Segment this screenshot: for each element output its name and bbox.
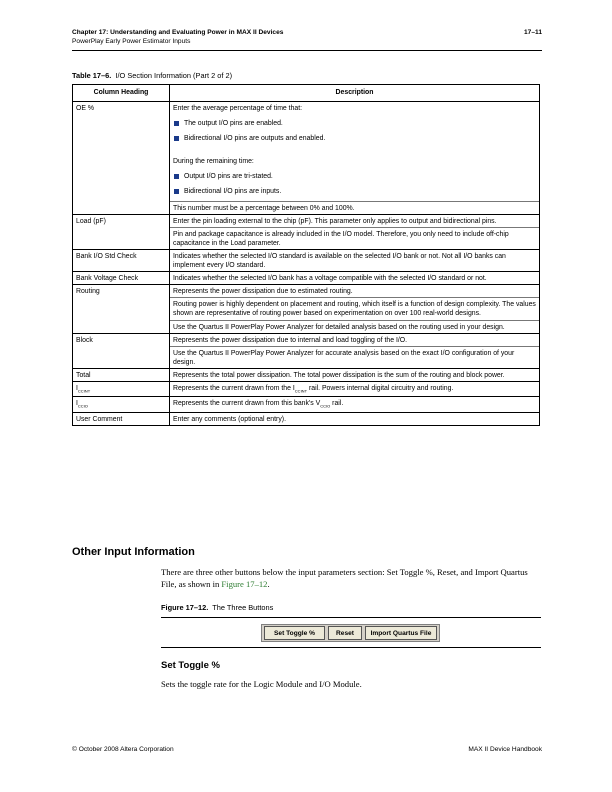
set-toggle-button[interactable]: Set Toggle %	[264, 626, 325, 640]
oe-bullet-3: Output I/O pins are tri-stated.	[173, 172, 536, 181]
table-caption-label: Table 17–6.	[72, 71, 112, 80]
other-input-paragraph	[161, 566, 543, 590]
section-title: PowerPlay Early Power Estimator Inputs	[72, 38, 191, 45]
row-heading: Block	[73, 333, 170, 368]
table-header-row	[73, 85, 540, 102]
bank-voltage-text: Indicates whether the selected I/O bank has a voltage compatible with the selected I/O standard or not.	[173, 275, 487, 283]
spacer	[173, 143, 536, 152]
oe-text-3: This number must be a percentage between 0% and 100%.	[170, 201, 539, 214]
chapter-title: Chapter 17: Understanding and Evaluating Power in MAX II Devices	[72, 29, 284, 36]
load-text-1: Enter the pin loading external to the chip (pF). This parameter only applies to output and bidirectional pins.	[173, 217, 497, 225]
set-toggle-paragraph: Sets the toggle rate for the Logic Module and I/O Module.	[161, 679, 362, 689]
table-row-oe	[73, 102, 540, 215]
oe-bullet-2: Bidirectional I/O pins are outputs and enabled.	[173, 134, 536, 143]
row-heading: Routing	[73, 285, 170, 333]
footer-handbook: MAX II Device Handbook	[468, 746, 542, 753]
iccio-text-b: rail.	[330, 400, 344, 408]
row-description	[170, 397, 540, 412]
table-row-load	[73, 214, 540, 249]
iccio-text-sub: CCIO	[320, 403, 331, 409]
user-comment-text: Enter any comments (optional entry).	[173, 415, 286, 423]
iccio-heading: I	[76, 400, 78, 408]
row-heading: OE %	[73, 102, 170, 215]
row-description	[170, 249, 540, 271]
three-buttons-bar	[261, 624, 440, 642]
block-text-2: Use the Quartus II PowerPlay Power Analyzer for accurate analysis based on the exact I/O configuration of your design.	[170, 346, 539, 368]
iccio-heading-sub: CCIO	[77, 403, 88, 409]
import-quartus-file-button[interactable]: Import Quartus File	[365, 626, 437, 640]
table-caption-text: I/O Section Information (Part 2 of 2)	[115, 71, 233, 80]
row-description	[170, 285, 540, 333]
table-row-user-comment	[73, 412, 540, 425]
row-description	[170, 333, 540, 368]
total-text: Represents the total power dissipation. The total power dissipation is the sum of the routing and block power.	[173, 371, 505, 379]
column-heading-header: Column Heading	[73, 85, 170, 102]
iccint-text-b: rail. Powers internal digital circuitry and routing.	[307, 384, 454, 392]
row-description	[170, 368, 540, 381]
row-description	[170, 381, 540, 396]
routing-text-1: Represents the power dissipation due to estimated routing.	[173, 288, 353, 296]
table-row-routing	[73, 285, 540, 333]
header-rule	[72, 50, 542, 51]
row-heading: User Comment	[73, 412, 170, 425]
row-description	[170, 102, 540, 215]
iccint-text-a: Represents the current drawn from the I	[173, 384, 295, 392]
load-text-2: Pin and package capacitance is already included in the I/O model. Therefore, you only need to include off-chip capacitance in the Load parameter.	[170, 227, 539, 249]
table-caption	[72, 71, 232, 80]
io-section-table	[72, 84, 540, 426]
reset-button[interactable]: Reset	[328, 626, 362, 640]
row-heading: Load (pF)	[73, 214, 170, 249]
iccint-heading: I	[76, 384, 78, 392]
table-row-iccio	[73, 397, 540, 412]
table-row-block	[73, 333, 540, 368]
row-description	[170, 214, 540, 249]
section-heading: Other Input Information	[72, 546, 195, 558]
oe-bullet-1: The output I/O pins are enabled.	[173, 119, 536, 128]
table-row-bank-voltage	[73, 272, 540, 285]
block-text-1: Represents the power dissipation due to internal and load toggling of the I/O.	[173, 336, 408, 344]
table-row-iccint	[73, 381, 540, 396]
oe-block	[170, 102, 539, 201]
routing-text-2: Routing power is highly dependent on placement and routing, which itself is a function of design complexity. The values shown are representative of routing power based on experimentation on over 100 real-world designs.	[170, 297, 539, 319]
table-row-bank-std	[73, 249, 540, 271]
iccint-text	[170, 382, 539, 396]
page-header	[72, 28, 542, 46]
figure-title: The Three Buttons	[212, 603, 274, 612]
oe-bullet-4: Bidirectional I/O pins are inputs.	[173, 187, 536, 196]
description-header: Description	[170, 85, 540, 102]
other-text-a: There are three other buttons below the input parameters section: Set Toggle %, Reset, and Import Quartus File, as shown in	[161, 567, 528, 589]
iccint-heading-sub: CCINT	[77, 388, 91, 394]
row-heading	[73, 381, 170, 396]
figure-link[interactable]: Figure 17–12	[221, 579, 268, 589]
row-heading: Bank I/O Std Check	[73, 249, 170, 271]
bank-std-text: Indicates whether the selected I/O standard is available on the selected I/O bank or not. Not all I/O banks can implement every I/O standard.	[173, 252, 506, 270]
figure-caption	[161, 603, 273, 612]
oe-text-2: During the remaining time:	[173, 158, 254, 166]
row-description	[170, 272, 540, 285]
row-heading	[73, 397, 170, 412]
oe-text-1: Enter the average percentage of time that:	[173, 105, 303, 112]
other-text-b: .	[267, 579, 270, 589]
iccint-text-sub: CCINT	[294, 388, 308, 394]
routing-text-3: Use the Quartus II PowerPlay Power Analyzer for detailed analysis based on the routing used in your design.	[170, 320, 539, 333]
figure-top-rule	[161, 617, 541, 618]
page-footer	[72, 746, 542, 753]
table-row-total	[73, 368, 540, 381]
row-description	[170, 412, 540, 425]
subsection-heading: Set Toggle %	[161, 660, 220, 671]
footer-copyright: © October 2008 Altera Corporation	[72, 746, 174, 753]
iccio-text	[170, 397, 539, 411]
row-heading: Total	[73, 368, 170, 381]
row-heading: Bank Voltage Check	[73, 272, 170, 285]
page-number: 17–11	[524, 29, 542, 36]
figure-label: Figure 17–12.	[161, 603, 209, 612]
figure-bottom-rule	[161, 647, 541, 648]
iccio-text-a: Represents the current drawn from this bank's V	[173, 400, 321, 408]
